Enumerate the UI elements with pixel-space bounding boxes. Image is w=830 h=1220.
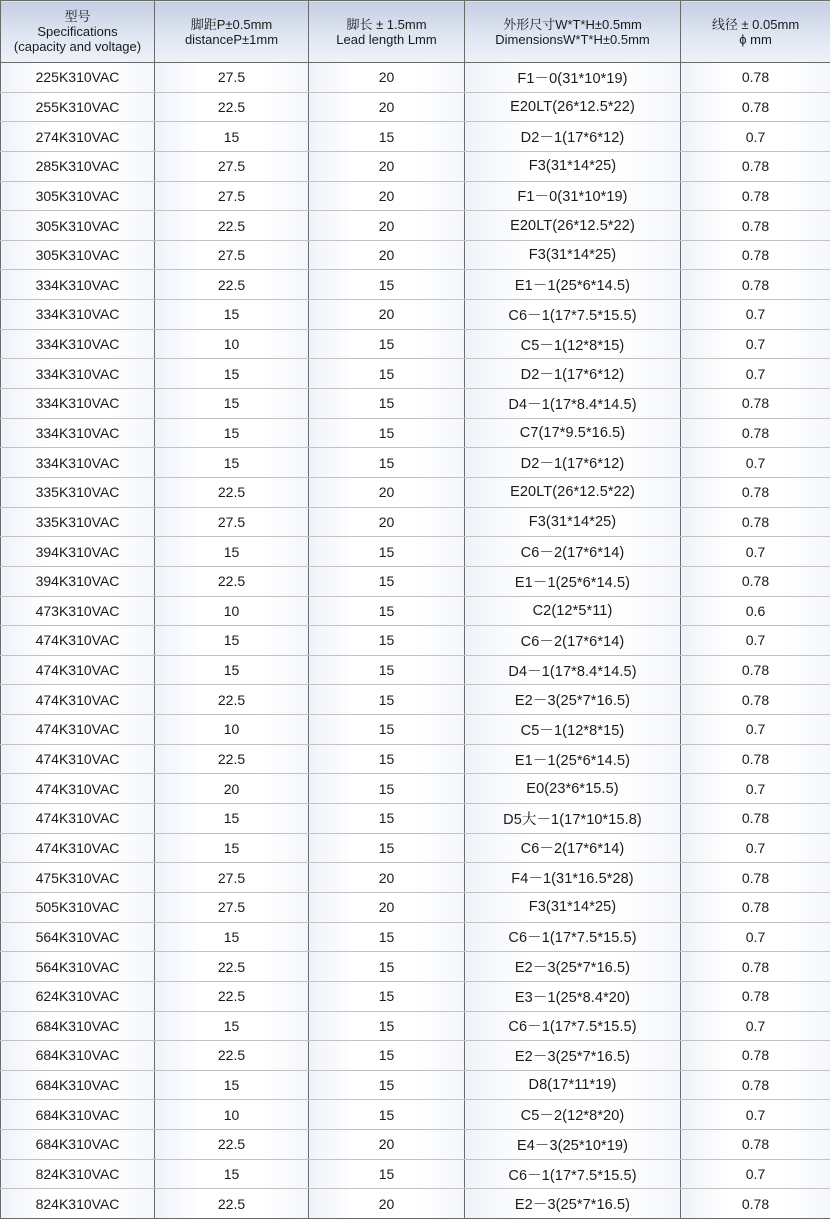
table-row <box>1 448 830 478</box>
table-row <box>1 389 830 419</box>
table-row <box>1 507 830 537</box>
cell-wire-diameter: 0.78 <box>681 804 830 834</box>
cell-lead-length: 20 <box>309 181 465 211</box>
cell-specification: 475K310VAC <box>1 863 155 893</box>
cell-lead-length: 15 <box>309 270 465 300</box>
cell-dimensions: C5－1(12*8*15) <box>465 329 681 359</box>
cell-dimensions: E2－3(25*7*16.5) <box>465 685 681 715</box>
table-row <box>1 1189 830 1219</box>
table-row <box>1 863 830 893</box>
cell-specification: 474K310VAC <box>1 715 155 745</box>
cell-dimensions: E2－3(25*7*16.5) <box>465 1041 681 1071</box>
cell-dimensions: F3(31*14*25) <box>465 240 681 270</box>
cell-lead-length: 15 <box>309 359 465 389</box>
header-line: DimensionsW*T*H±0.5mm <box>495 31 650 47</box>
table-row <box>1 892 830 922</box>
table-row <box>1 300 830 330</box>
cell-dimensions: E0(23*6*15.5) <box>465 774 681 804</box>
cell-wire-diameter: 0.7 <box>681 1100 830 1130</box>
cell-specification: 334K310VAC <box>1 359 155 389</box>
cell-specification: 334K310VAC <box>1 448 155 478</box>
cell-lead-length: 15 <box>309 833 465 863</box>
table-row <box>1 774 830 804</box>
header-wire-diameter <box>681 1 830 63</box>
cell-dimensions: C2(12*5*11) <box>465 596 681 626</box>
cell-specification: 225K310VAC <box>1 63 155 93</box>
table-row <box>1 833 830 863</box>
cell-dimensions: E2－3(25*7*16.5) <box>465 952 681 982</box>
cell-pin-distance: 22.5 <box>155 1130 309 1160</box>
cell-lead-length: 20 <box>309 92 465 122</box>
cell-pin-distance: 15 <box>155 1159 309 1189</box>
cell-pin-distance: 15 <box>155 389 309 419</box>
cell-pin-distance: 15 <box>155 418 309 448</box>
cell-pin-distance: 15 <box>155 626 309 656</box>
cell-dimensions: D5大－1(17*10*15.8) <box>465 804 681 834</box>
cell-dimensions: E3－1(25*8.4*20) <box>465 981 681 1011</box>
cell-pin-distance: 10 <box>155 596 309 626</box>
table-row <box>1 1011 830 1041</box>
table-row <box>1 151 830 181</box>
cell-specification: 684K310VAC <box>1 1011 155 1041</box>
table-row <box>1 626 830 656</box>
cell-wire-diameter: 0.78 <box>681 389 830 419</box>
header-pin-distance <box>155 1 309 63</box>
cell-lead-length: 15 <box>309 804 465 834</box>
cell-pin-distance: 27.5 <box>155 181 309 211</box>
cell-specification: 505K310VAC <box>1 892 155 922</box>
cell-lead-length: 15 <box>309 1011 465 1041</box>
cell-lead-length: 15 <box>309 744 465 774</box>
cell-dimensions: C5－1(12*8*15) <box>465 715 681 745</box>
cell-wire-diameter: 0.78 <box>681 1070 830 1100</box>
cell-pin-distance: 22.5 <box>155 92 309 122</box>
table-row <box>1 359 830 389</box>
cell-lead-length: 20 <box>309 863 465 893</box>
header-line: 外形尺寸W*T*H±0.5mm <box>503 16 642 32</box>
cell-wire-diameter: 0.7 <box>681 359 830 389</box>
cell-wire-diameter: 0.7 <box>681 1011 830 1041</box>
cell-dimensions: F4－1(31*16.5*28) <box>465 863 681 893</box>
cell-lead-length: 20 <box>309 63 465 93</box>
cell-wire-diameter: 0.78 <box>681 892 830 922</box>
cell-pin-distance: 15 <box>155 804 309 834</box>
cell-pin-distance: 15 <box>155 122 309 152</box>
cell-lead-length: 20 <box>309 892 465 922</box>
cell-lead-length: 15 <box>309 1100 465 1130</box>
cell-pin-distance: 15 <box>155 655 309 685</box>
cell-pin-distance: 27.5 <box>155 151 309 181</box>
cell-lead-length: 15 <box>309 1070 465 1100</box>
cell-pin-distance: 27.5 <box>155 63 309 93</box>
cell-dimensions: D4－1(17*8.4*14.5) <box>465 655 681 685</box>
cell-wire-diameter: 0.78 <box>681 151 830 181</box>
table-row <box>1 63 830 93</box>
cell-specification: 564K310VAC <box>1 952 155 982</box>
cell-dimensions: E4－3(25*10*19) <box>465 1130 681 1160</box>
cell-specification: 334K310VAC <box>1 270 155 300</box>
cell-lead-length: 15 <box>309 1041 465 1071</box>
cell-specification: 564K310VAC <box>1 922 155 952</box>
cell-wire-diameter: 0.7 <box>681 448 830 478</box>
header-line: distanceP±1mm <box>184 31 279 47</box>
table-row <box>1 566 830 596</box>
cell-dimensions: E1－1(25*6*14.5) <box>465 566 681 596</box>
cell-wire-diameter: 0.78 <box>681 566 830 596</box>
cell-wire-diameter: 0.7 <box>681 537 830 567</box>
table-body <box>1 63 830 1219</box>
header-line: 型号 <box>64 9 91 24</box>
cell-wire-diameter: 0.78 <box>681 270 830 300</box>
cell-specification: 684K310VAC <box>1 1100 155 1130</box>
cell-wire-diameter: 0.7 <box>681 329 830 359</box>
cell-dimensions: D2－1(17*6*12) <box>465 359 681 389</box>
cell-pin-distance: 15 <box>155 448 309 478</box>
cell-wire-diameter: 0.78 <box>681 507 830 537</box>
cell-pin-distance: 22.5 <box>155 1041 309 1071</box>
table-row <box>1 804 830 834</box>
cell-wire-diameter: 0.7 <box>681 300 830 330</box>
cell-pin-distance: 22.5 <box>155 744 309 774</box>
cell-dimensions: C6－1(17*7.5*15.5) <box>465 922 681 952</box>
cell-lead-length: 15 <box>309 952 465 982</box>
cell-dimensions: C6－2(17*6*14) <box>465 626 681 656</box>
cell-dimensions: E20LT(26*12.5*22) <box>465 477 681 507</box>
cell-lead-length: 15 <box>309 596 465 626</box>
cell-lead-length: 20 <box>309 300 465 330</box>
cell-wire-diameter: 0.7 <box>681 715 830 745</box>
cell-specification: 474K310VAC <box>1 804 155 834</box>
cell-lead-length: 20 <box>309 1189 465 1219</box>
cell-pin-distance: 27.5 <box>155 892 309 922</box>
cell-dimensions: F1－0(31*10*19) <box>465 63 681 93</box>
cell-specification: 474K310VAC <box>1 774 155 804</box>
header-line: 脚距P±0.5mm <box>190 16 273 32</box>
cell-pin-distance: 15 <box>155 833 309 863</box>
cell-wire-diameter: 0.7 <box>681 774 830 804</box>
cell-wire-diameter: 0.78 <box>681 181 830 211</box>
table-row <box>1 922 830 952</box>
cell-pin-distance: 22.5 <box>155 952 309 982</box>
cell-pin-distance: 27.5 <box>155 507 309 537</box>
cell-pin-distance: 15 <box>155 922 309 952</box>
cell-wire-diameter: 0.78 <box>681 952 830 982</box>
cell-specification: 305K310VAC <box>1 181 155 211</box>
cell-lead-length: 15 <box>309 566 465 596</box>
cell-wire-diameter: 0.78 <box>681 63 830 93</box>
cell-lead-length: 15 <box>309 685 465 715</box>
header-line: Specifications <box>37 24 118 39</box>
cell-specification: 394K310VAC <box>1 537 155 567</box>
cell-lead-length: 15 <box>309 122 465 152</box>
cell-specification: 285K310VAC <box>1 151 155 181</box>
cell-wire-diameter: 0.7 <box>681 833 830 863</box>
table-row <box>1 1100 830 1130</box>
cell-wire-diameter: 0.78 <box>681 92 830 122</box>
cell-pin-distance: 15 <box>155 537 309 567</box>
cell-lead-length: 15 <box>309 715 465 745</box>
cell-lead-length: 20 <box>309 507 465 537</box>
cell-wire-diameter: 0.78 <box>681 1130 830 1160</box>
cell-specification: 334K310VAC <box>1 300 155 330</box>
cell-dimensions: C6－1(17*7.5*15.5) <box>465 1011 681 1041</box>
cell-lead-length: 20 <box>309 211 465 241</box>
cell-pin-distance: 22.5 <box>155 211 309 241</box>
cell-specification: 824K310VAC <box>1 1189 155 1219</box>
cell-specification: 335K310VAC <box>1 477 155 507</box>
cell-lead-length: 15 <box>309 626 465 656</box>
cell-pin-distance: 22.5 <box>155 685 309 715</box>
cell-dimensions: E2－3(25*7*16.5) <box>465 1189 681 1219</box>
table-header <box>1 1 830 63</box>
cell-dimensions: E20LT(26*12.5*22) <box>465 92 681 122</box>
cell-wire-diameter: 0.6 <box>681 596 830 626</box>
cell-dimensions: C7(17*9.5*16.5) <box>465 418 681 448</box>
header-line: 线径 ± 0.05mm <box>711 16 800 32</box>
table-row <box>1 655 830 685</box>
cell-specification: 305K310VAC <box>1 211 155 241</box>
header-line: ϕ mm <box>739 31 772 47</box>
table-row <box>1 1070 830 1100</box>
cell-dimensions: C5－2(12*8*20) <box>465 1100 681 1130</box>
cell-wire-diameter: 0.7 <box>681 626 830 656</box>
cell-dimensions: D2－1(17*6*12) <box>465 122 681 152</box>
cell-dimensions: E20LT(26*12.5*22) <box>465 211 681 241</box>
cell-lead-length: 20 <box>309 1130 465 1160</box>
table-row <box>1 240 830 270</box>
cell-wire-diameter: 0.78 <box>681 211 830 241</box>
cell-specification: 824K310VAC <box>1 1159 155 1189</box>
cell-lead-length: 15 <box>309 774 465 804</box>
cell-lead-length: 15 <box>309 1159 465 1189</box>
cell-pin-distance: 20 <box>155 774 309 804</box>
cell-wire-diameter: 0.78 <box>681 863 830 893</box>
cell-specification: 624K310VAC <box>1 981 155 1011</box>
cell-specification: 334K310VAC <box>1 329 155 359</box>
cell-lead-length: 15 <box>309 389 465 419</box>
cell-lead-length: 15 <box>309 329 465 359</box>
cell-wire-diameter: 0.78 <box>681 981 830 1011</box>
cell-lead-length: 20 <box>309 477 465 507</box>
table-row <box>1 1130 830 1160</box>
cell-specification: 684K310VAC <box>1 1130 155 1160</box>
table-row <box>1 1041 830 1071</box>
cell-wire-diameter: 0.7 <box>681 922 830 952</box>
cell-lead-length: 20 <box>309 151 465 181</box>
cell-wire-diameter: 0.78 <box>681 418 830 448</box>
cell-dimensions: E1－1(25*6*14.5) <box>465 270 681 300</box>
cell-dimensions: F3(31*14*25) <box>465 507 681 537</box>
table-row <box>1 329 830 359</box>
cell-pin-distance: 15 <box>155 1070 309 1100</box>
table-row <box>1 981 830 1011</box>
cell-pin-distance: 15 <box>155 300 309 330</box>
cell-wire-diameter: 0.78 <box>681 477 830 507</box>
cell-lead-length: 15 <box>309 922 465 952</box>
cell-pin-distance: 15 <box>155 359 309 389</box>
cell-wire-diameter: 0.7 <box>681 122 830 152</box>
table-row <box>1 1159 830 1189</box>
header-dimensions <box>465 1 681 63</box>
cell-wire-diameter: 0.78 <box>681 744 830 774</box>
cell-dimensions: D8(17*11*19) <box>465 1070 681 1100</box>
cell-wire-diameter: 0.78 <box>681 240 830 270</box>
cell-wire-diameter: 0.78 <box>681 1041 830 1071</box>
cell-dimensions: C6－2(17*6*14) <box>465 833 681 863</box>
header-line: 脚长 ± 1.5mm <box>346 16 427 32</box>
cell-pin-distance: 27.5 <box>155 863 309 893</box>
cell-specification: 394K310VAC <box>1 566 155 596</box>
table-row <box>1 122 830 152</box>
table-row <box>1 715 830 745</box>
cell-lead-length: 20 <box>309 240 465 270</box>
cell-specification: 255K310VAC <box>1 92 155 122</box>
table-row <box>1 744 830 774</box>
cell-wire-diameter: 0.78 <box>681 1189 830 1219</box>
header-row <box>1 1 830 63</box>
cell-wire-diameter: 0.78 <box>681 685 830 715</box>
table-row <box>1 477 830 507</box>
cell-pin-distance: 27.5 <box>155 240 309 270</box>
table-row <box>1 181 830 211</box>
cell-specification: 474K310VAC <box>1 655 155 685</box>
table-row <box>1 596 830 626</box>
table-row <box>1 418 830 448</box>
cell-wire-diameter: 0.78 <box>681 655 830 685</box>
cell-pin-distance: 10 <box>155 329 309 359</box>
cell-specification: 334K310VAC <box>1 389 155 419</box>
cell-specification: 274K310VAC <box>1 122 155 152</box>
cell-specification: 334K310VAC <box>1 418 155 448</box>
cell-pin-distance: 22.5 <box>155 270 309 300</box>
cell-pin-distance: 22.5 <box>155 1189 309 1219</box>
cell-specification: 474K310VAC <box>1 685 155 715</box>
cell-specification: 474K310VAC <box>1 744 155 774</box>
cell-lead-length: 15 <box>309 655 465 685</box>
cell-pin-distance: 22.5 <box>155 477 309 507</box>
cell-dimensions: F3(31*14*25) <box>465 151 681 181</box>
cell-pin-distance: 22.5 <box>155 566 309 596</box>
cell-dimensions: F3(31*14*25) <box>465 892 681 922</box>
cell-pin-distance: 22.5 <box>155 981 309 1011</box>
table-row <box>1 92 830 122</box>
cell-pin-distance: 10 <box>155 715 309 745</box>
header-line: Lead length Lmm <box>336 31 437 47</box>
cell-dimensions: F1－0(31*10*19) <box>465 181 681 211</box>
table-row <box>1 685 830 715</box>
cell-dimensions: C6－1(17*7.5*15.5) <box>465 300 681 330</box>
cell-specification: 684K310VAC <box>1 1070 155 1100</box>
table-row <box>1 211 830 241</box>
cell-specification: 684K310VAC <box>1 1041 155 1071</box>
cell-lead-length: 15 <box>309 537 465 567</box>
cell-specification: 474K310VAC <box>1 626 155 656</box>
cell-pin-distance: 15 <box>155 1011 309 1041</box>
cell-pin-distance: 10 <box>155 1100 309 1130</box>
cell-dimensions: D2－1(17*6*12) <box>465 448 681 478</box>
cell-lead-length: 15 <box>309 418 465 448</box>
cell-specification: 473K310VAC <box>1 596 155 626</box>
header-specifications <box>1 1 155 63</box>
cell-specification: 335K310VAC <box>1 507 155 537</box>
table-row <box>1 537 830 567</box>
cell-wire-diameter: 0.7 <box>681 1159 830 1189</box>
cell-lead-length: 15 <box>309 981 465 1011</box>
cell-dimensions: D4－1(17*8.4*14.5) <box>465 389 681 419</box>
table-row <box>1 270 830 300</box>
cell-specification: 474K310VAC <box>1 833 155 863</box>
table-row <box>1 952 830 982</box>
header-line: (capacity and voltage) <box>13 39 142 54</box>
cell-dimensions: C6－1(17*7.5*15.5) <box>465 1159 681 1189</box>
cell-specification: 305K310VAC <box>1 240 155 270</box>
cell-dimensions: C6－2(17*6*14) <box>465 537 681 567</box>
header-lead-length <box>309 1 465 63</box>
cell-lead-length: 15 <box>309 448 465 478</box>
cell-dimensions: E1－1(25*6*14.5) <box>465 744 681 774</box>
